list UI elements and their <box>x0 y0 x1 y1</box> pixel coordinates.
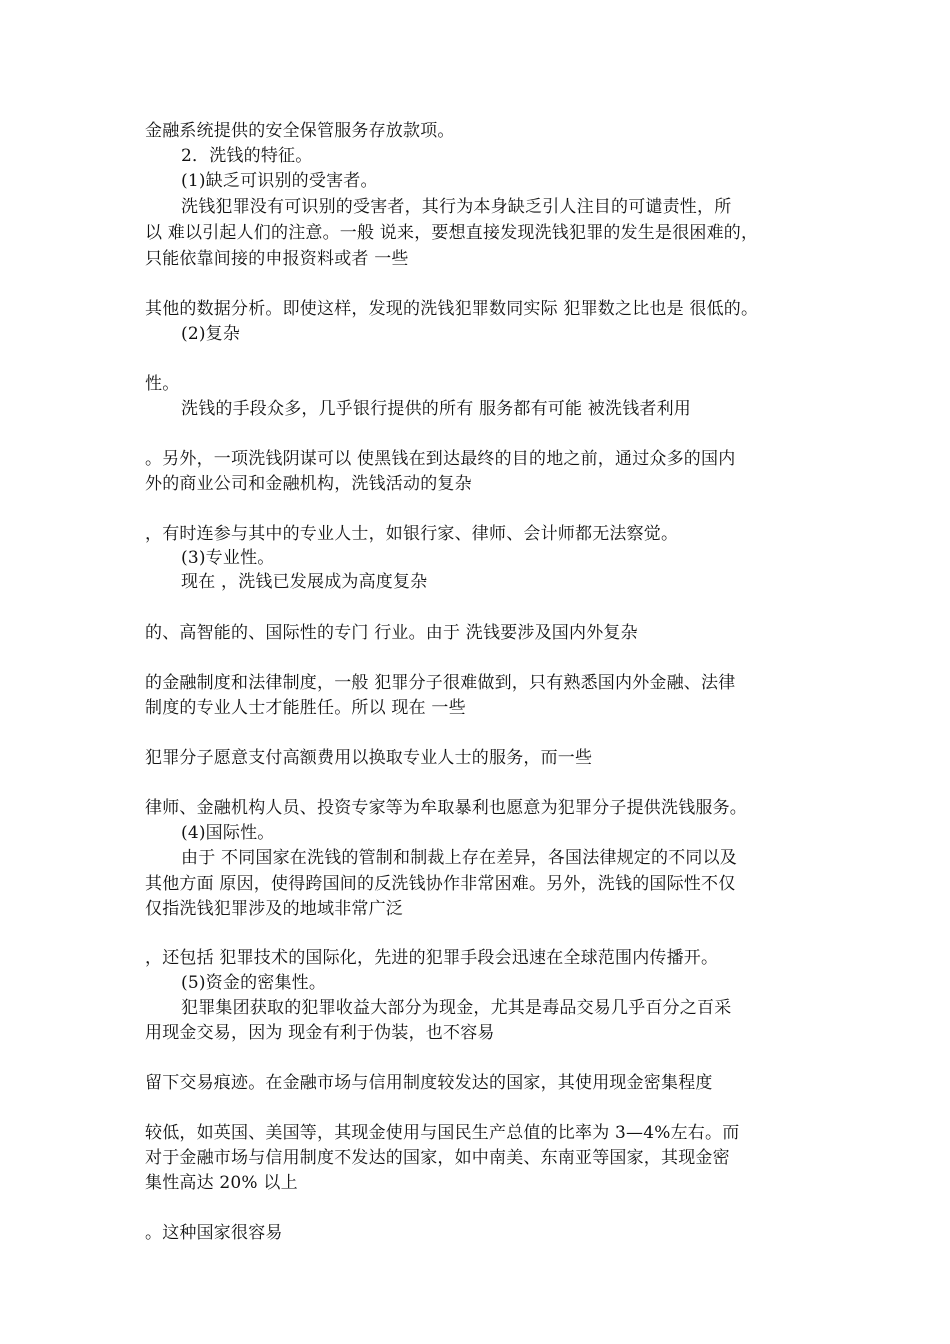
text-line: 。这种国家很容易 <box>145 1223 283 1243</box>
text-line: 的金融制度和法律制度，一般 犯罪分子很难做到，只有熟悉国内外金融、法律 <box>145 673 736 693</box>
subsection-heading: (3)专业性。 <box>181 548 275 568</box>
text-line: 仅指洗钱犯罪涉及的地域非常广泛 <box>145 899 403 919</box>
subsection-heading: (1)缺乏可识别的受害者。 <box>181 171 378 191</box>
text-line: ，有时连参与其中的专业人士，如银行家、律师、会计师都无法察觉。 <box>145 524 679 544</box>
text-line: 金融系统提供的安全保管服务存放款项。 <box>145 121 455 141</box>
section-heading: 2．洗钱的特征。 <box>181 146 313 166</box>
text-line: 洗钱的手段众多，几乎银行提供的所有 服务都有可能 被洗钱者利用 <box>181 399 692 419</box>
text-line: 其他方面 原因，使得跨国间的反洗钱协作非常困难。另外，洗钱的国际性不仅 <box>145 874 736 894</box>
subsection-heading: (2)复杂 <box>181 324 241 344</box>
text-line: ，还包括 犯罪技术的国际化，先进的犯罪手段会迅速在全球范围内传播开。 <box>145 948 719 968</box>
text-line: 只能依靠间接的申报资料或者 一些 <box>145 249 409 269</box>
text-line: 。另外，一项洗钱阴谋可以 使黑钱在到达最终的目的地之前，通过众多的国内 <box>145 449 736 469</box>
subsection-heading: (4)国际性。 <box>181 823 275 843</box>
text-line: 的、高智能的、国际性的专门 行业。由于 洗钱要涉及国内外复杂 <box>145 623 638 643</box>
text-line: 留下交易痕迹。在金融市场与信用制度较发达的国家，其使用现金密集程度 <box>145 1073 713 1093</box>
text-line: 其他的数据分析。即使这样，发现的洗钱犯罪数同实际 犯罪数之比也是 很低的。 <box>145 299 759 319</box>
text-line: 用现金交易，因为 现金有利于伪装，也不容易 <box>145 1023 495 1043</box>
text-line: 现在 ，洗钱已发展成为高度复杂 <box>181 572 428 592</box>
text-line: 外的商业公司和金融机构，洗钱活动的复杂 <box>145 474 472 494</box>
text-line: 对于金融市场与信用制度不发达的国家，如中南美、东南亚等国家，其现金密 <box>145 1148 730 1168</box>
text-line: 洗钱犯罪没有可识别的受害者，其行为本身缺乏引人注目的可谴责性，所 <box>181 197 732 217</box>
text-line: 性。 <box>145 374 180 394</box>
text-line: 制度的专业人士才能胜任。所以 现在 一些 <box>145 698 466 718</box>
text-line: 以 难以引起人们的注意。一般 说来，要想直接发现洗钱犯罪的发生是很困难的， <box>145 223 759 243</box>
text-line: 犯罪集团获取的犯罪收益大部分为现金，尤其是毒品交易几乎百分之百采 <box>181 998 732 1018</box>
text-line: 由于 不同国家在洗钱的管制和制裁上存在差异，各国法律规定的不同以及 <box>181 848 738 868</box>
subsection-heading: (5)资金的密集性。 <box>181 973 327 993</box>
text-line: 集性高达 20% 以上 <box>145 1173 298 1193</box>
text-line: 律师、金融机构人员、投资专家等为牟取暴利也愿意为犯罪分子提供洗钱服务。 <box>145 798 747 818</box>
text-line: 犯罪分子愿意支付高额费用以换取专业人士的服务，而一些 <box>145 748 593 768</box>
text-line: 较低，如英国、美国等，其现金使用与国民生产总值的比率为 3—4%左右。而 <box>145 1123 740 1143</box>
